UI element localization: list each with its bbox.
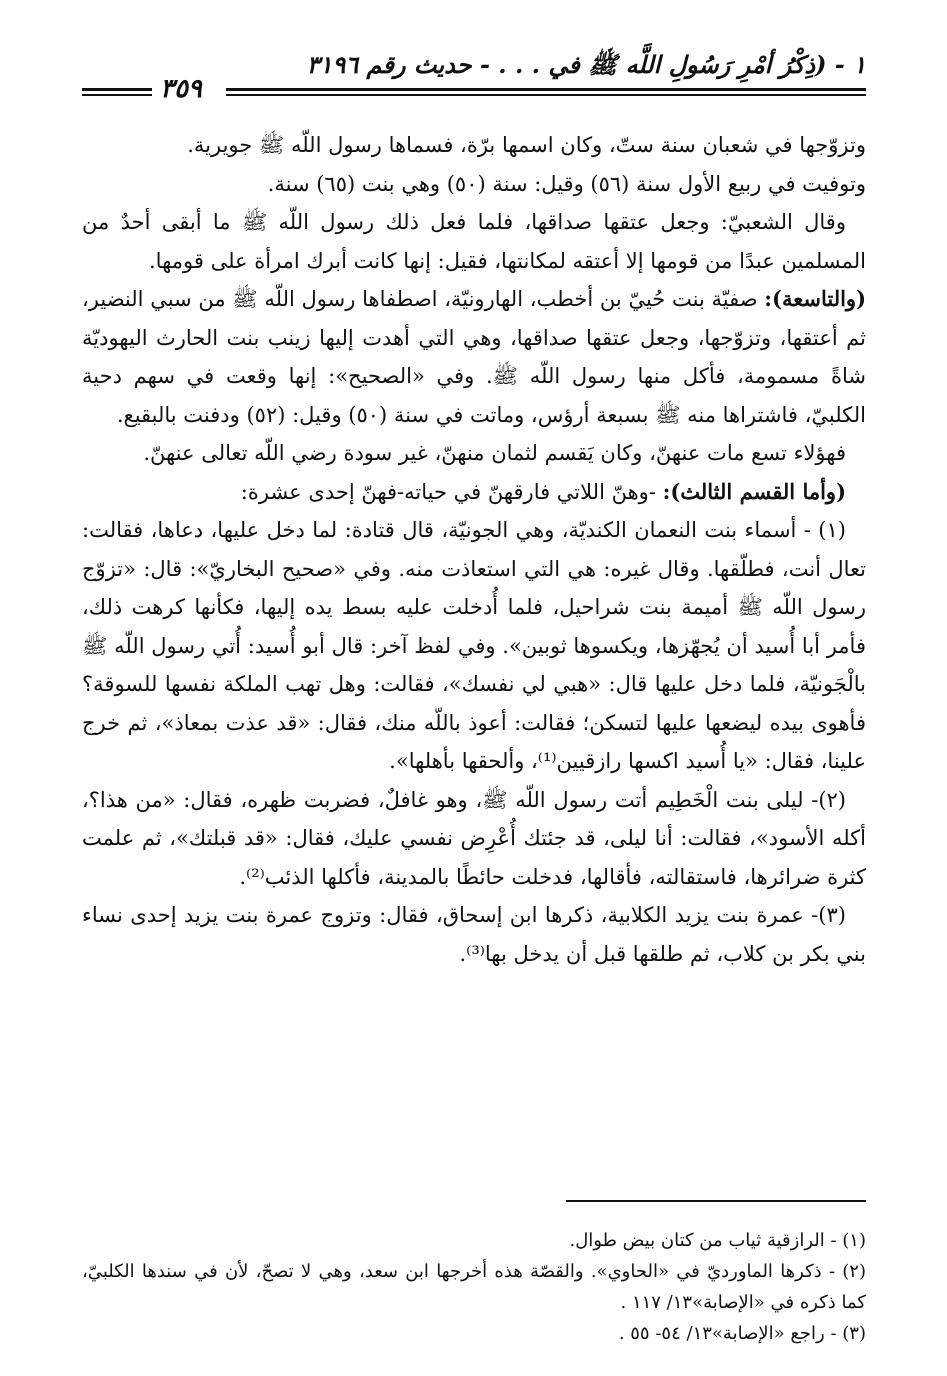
footnote-separator [566, 1200, 866, 1202]
paragraph-text: وتوفيت في ربيع الأول سنة (٥٦) وقيل: سنة (٥٠) وهي بنت (٦٥) سنة. [267, 171, 866, 196]
page-number: ٣٥٩ [160, 74, 202, 104]
paragraph [82, 165, 866, 204]
paragraph [82, 203, 866, 280]
footnote: (١) - الرازقية ثياب من كتان بيض طوال. [569, 1230, 866, 1251]
header-rule [82, 88, 152, 91]
paragraph-text: (٣)- عمرة بنت يزيد الكلابية، ذكرها ابن إسحاق، فقال: وتزوج عمرة بنت يزيد إحدى نساء بني بكر بن كلاب، ثم طلقها قبل أن يدخل بها⁽³⁾. [82, 903, 866, 966]
header-title: ١ - (ذِكْرُ أمْرِ رَسُولِ اللَّه ﷺ في . . . - حديث رقم ٣١٩٦ [306, 50, 866, 79]
section-lead: (والتاسعة): [764, 286, 866, 311]
section-lead: (وأما القسم الثالث): [662, 478, 846, 504]
paragraph-text: وقال الشعبيّ: وجعل عتقها صداقها، فلما فعل ذلك رسول اللّه ﷺ ما أبقى أحدٌ من المسلمين عبدًا من قومها إلا أعتقه لمكانتها، فقيل: إنها كانت أبرك امرأة على قومها. [82, 210, 866, 273]
paragraph [82, 126, 866, 165]
footnote: (٣) - راجع «الإصابة»١٣/ ٥٤- ٥٥ . [618, 1323, 866, 1344]
paragraph [82, 434, 866, 473]
header-rule [226, 94, 866, 96]
paragraph-text: صفيّة بنت حُييّ بن أخطب، الهارونيّة، اصطفاها رسول اللّه ﷺ من سبي النضير، ثم أعتقها، وتزوّجها، وجعل عتقها صداقها، وهي التي أهدت إليها زينب بنت الحارث اليهوديّة شاةً مسمومة، فأكل منها رسول اللّه ﷺ. وفي «الصحيح»: إنها وقعت في سهم دحية الكلبيّ، فاشتراها منه ﷺ بسبعة أرؤس، وماتت في سنة (٥٠) وقيل: (٥٢) ودفنت بالبقيع. [82, 287, 866, 427]
paragraph [82, 511, 866, 781]
paragraph-text: وتزوّجها في شعبان سنة ستّ، وكان اسمها برّة، فسماها رسول اللّه ﷺ جويرية. [187, 133, 866, 157]
body-text [82, 126, 866, 973]
paragraph-text: (١) - أسماء بنت النعمان الكنديّة، وهي الجونيّة، قال قتادة: لما دخل عليها، دعاها، فقالت: تعال أنت، فطلّقها. وقال غيره: هي التي استعاذت منه. وفي «صحيح البخاريّ»: قال: «تزوّج رسول اللّه ﷺ أميمة بنت شراحيل، فلما أُدخلت عليه بسط يده إليها، فكأنها كرهت ذلك، فأمر أبا أُسيد أن يُجهّزها، ويكسوها ثوبين». وفي لفظ آخر: قال أبو أُسيد: أُتي رسول اللّه ﷺ بالْجَونيّة، فلما دخل عليها قال: «هبي لي نفسك»، فقالت: وهل تهب الملكة نفسها للسوقة؟ فأهوى بيده ليضعها عليها لتسكن؛ فقالت: أعوذ باللّه منك، فقال: «قد عذت بمعاذ»، ثم خرج علينا، فقال: «يا أُسيد اكسها رازقيين⁽¹⁾، وألحقها بأهلها». [82, 518, 866, 773]
header-rule [226, 88, 866, 91]
paragraph [82, 473, 866, 512]
paragraph [82, 280, 866, 434]
paragraph-text: فهؤلاء تسع مات عنهنّ، وكان يَقسم لثمان منهنّ، غير سودة رضي اللّه تعالى عنهنّ. [143, 441, 846, 465]
document-page [82, 50, 866, 1350]
paragraph-text: -وهنّ اللاتي فارقهنّ في حياته-فهنّ إحدى عشرة: [240, 479, 663, 504]
footnotes [82, 1225, 866, 1349]
paragraph [82, 781, 866, 897]
paragraph-text: (٢)- ليلى بنت الْخَطِيم أتت رسول اللّه ﷺ، وهو غافلٌ، فضربت ظهره، فقال: «من هذا؟، أكله الأسود»، فقالت: أنا ليلى، قد جئتك أُعْرِض نفسي عليك، فقال: «قد قبلتك»، ثم علمت كثرة ضرائرها، فاستقالته، فأقالها، فدخلت حائطًا بالمدينة، فأكلها الذئب⁽²⁾. [82, 787, 866, 889]
footnote: (٢) - ذكرها الماورديّ في «الحاوي». والقصّة هذه أخرجها ابن سعد، وهي لا تصحّ، لأن في سندها الكلبيّ، كما ذكره في «الإصابة»١٣/ ١١٧ . [82, 1261, 866, 1313]
running-header [82, 50, 866, 102]
paragraph [82, 896, 866, 973]
header-rule [82, 94, 152, 96]
